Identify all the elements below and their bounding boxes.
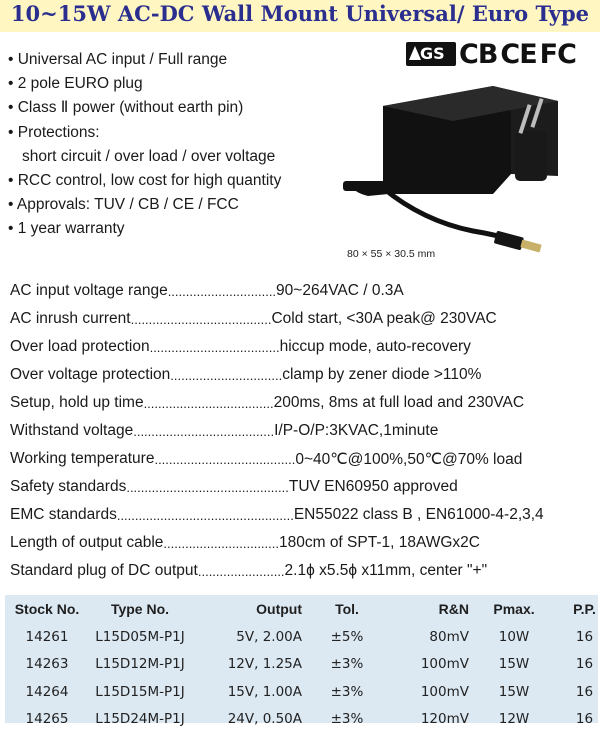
table-cell: 14265 <box>5 706 89 733</box>
spec-row <box>10 361 600 389</box>
spec-label: Working temperature <box>10 450 154 468</box>
spec-value: hiccup mode, auto-recovery <box>280 338 471 356</box>
spec-row <box>10 473 600 501</box>
fcc-logo: FC <box>540 39 576 70</box>
spec-value: Cold start, <30A peak@ 230VAC <box>271 310 496 328</box>
spec-dots: ....................................... <box>154 452 295 467</box>
table-cell: ±3% <box>310 706 384 733</box>
table-cell: L15D24M-P1J <box>89 706 191 733</box>
table-cell: 15W <box>477 678 551 706</box>
spec-dots: ................................ <box>163 536 279 551</box>
table-cell: 12V, 1.25A <box>191 651 310 679</box>
table-cell: 12W <box>477 706 551 733</box>
table-cell: L15D05M-P1J <box>89 623 191 651</box>
table-cell: 120mV <box>384 706 477 733</box>
spec-label: Over voltage protection <box>10 366 170 384</box>
spec-label: Standard plug of DC output <box>10 562 198 580</box>
cb-logo: CB <box>459 39 497 70</box>
feature-item: • Approvals: TUV / CB / CE / FCC <box>8 193 281 217</box>
ce-logo: CE <box>500 39 536 70</box>
column-header: Type No. <box>89 595 191 623</box>
table-cell: 24V, 0.50A <box>191 706 310 733</box>
table-cell: 100mV <box>384 651 477 679</box>
spec-row <box>10 389 600 417</box>
spec-label: EMC standards <box>10 506 117 524</box>
spec-value: 2.1ϕ x5.5ϕ x11mm, center "+" <box>285 562 488 580</box>
table-cell: 80mV <box>384 623 477 651</box>
table-cell: 14264 <box>5 678 89 706</box>
column-header: P.P. <box>551 595 600 623</box>
ags-logo-text: GS <box>420 44 445 63</box>
spec-value: I/P-O/P:3KVAC,1minute <box>274 422 438 440</box>
spec-label: Withstand voltage <box>10 422 133 440</box>
table-cell: 15V, 1.00A <box>191 678 310 706</box>
spec-label: AC input voltage range <box>10 282 168 300</box>
model-table <box>5 595 598 723</box>
spec-list <box>10 277 600 585</box>
table-row <box>5 678 600 706</box>
spec-dots: ................................................. <box>117 508 294 523</box>
spec-label: Safety standards <box>10 478 126 496</box>
column-header: Stock No. <box>5 595 89 623</box>
page-title: 10~15W AC-DC Wall Mount Universal/ Euro Type <box>0 1 600 26</box>
spec-row <box>10 305 600 333</box>
spec-row <box>10 529 600 557</box>
feature-item: • Class Ⅱ power (without earth pin) <box>8 96 281 120</box>
spec-label: AC inrush current <box>10 310 131 328</box>
table-cell: 15W <box>477 651 551 679</box>
feature-item: • RCC control, low cost for high quantity <box>8 169 281 193</box>
spec-row <box>10 445 600 473</box>
spec-label: Over load protection <box>10 338 150 356</box>
spec-dots: ........................ <box>198 564 285 579</box>
table-cell: ±3% <box>310 678 384 706</box>
table-cell: 16 <box>551 678 600 706</box>
table-cell: L15D15M-P1J <box>89 678 191 706</box>
spec-row <box>10 557 600 585</box>
table-cell: 100mV <box>384 678 477 706</box>
table-cell: 5V, 2.00A <box>191 623 310 651</box>
spec-value: TUV EN60950 approved <box>289 478 458 496</box>
table-header-row <box>5 595 600 623</box>
spec-value: 200ms, 8ms at full load and 230VAC <box>274 394 524 412</box>
spec-value: 90~264VAC / 0.3A <box>276 282 404 300</box>
spec-dots: .................................... <box>144 396 274 411</box>
table-row <box>5 651 600 679</box>
column-header: Tol. <box>310 595 384 623</box>
table-cell: 14263 <box>5 651 89 679</box>
dimension-label: 80 × 55 × 30.5 mm <box>347 248 435 260</box>
spec-dots: .................................... <box>150 340 280 355</box>
table-row <box>5 623 600 651</box>
spec-row <box>10 277 600 305</box>
spec-label: Setup, hold up time <box>10 394 144 412</box>
table-cell: ±5% <box>310 623 384 651</box>
adapter-photo <box>343 76 595 266</box>
feature-item: short circuit / over load / over voltage <box>8 145 281 169</box>
spec-dots: ....................................... <box>131 312 272 327</box>
feature-item: • Universal AC input / Full range <box>8 48 281 72</box>
table-row <box>5 706 600 733</box>
spec-row <box>10 333 600 361</box>
table-cell: 14261 <box>5 623 89 651</box>
feature-list <box>8 48 281 242</box>
spec-value: EN55022 class B , EN61000-4-2,3,4 <box>294 506 544 524</box>
table-cell: 16 <box>551 706 600 733</box>
column-header: Pmax. <box>477 595 551 623</box>
spec-value: clamp by zener diode >110% <box>282 366 481 384</box>
feature-item: • 2 pole EURO plug <box>8 72 281 96</box>
spec-row <box>10 417 600 445</box>
spec-label: Length of output cable <box>10 534 163 552</box>
spec-dots: ....................................... <box>133 424 274 439</box>
table-cell: 16 <box>551 651 600 679</box>
table-cell: 10W <box>477 623 551 651</box>
spec-dots: ............................... <box>170 368 282 383</box>
column-header: R&N <box>384 595 477 623</box>
column-header: Output <box>191 595 310 623</box>
spec-row <box>10 501 600 529</box>
approval-logos <box>406 40 576 68</box>
spec-value: 0~40℃@100%,50℃@70% load <box>295 450 522 469</box>
table-cell: L15D12M-P1J <box>89 651 191 679</box>
feature-item: • 1 year warranty <box>8 217 281 241</box>
spec-dots: .............................. <box>168 284 276 299</box>
spec-dots: ............................................. <box>126 480 289 495</box>
table-cell: 16 <box>551 623 600 651</box>
spec-value: 180cm of SPT-1, 18AWGx2C <box>279 534 480 552</box>
ags-logo <box>406 42 456 66</box>
feature-item: • Protections: <box>8 121 281 145</box>
table-cell: ±3% <box>310 651 384 679</box>
